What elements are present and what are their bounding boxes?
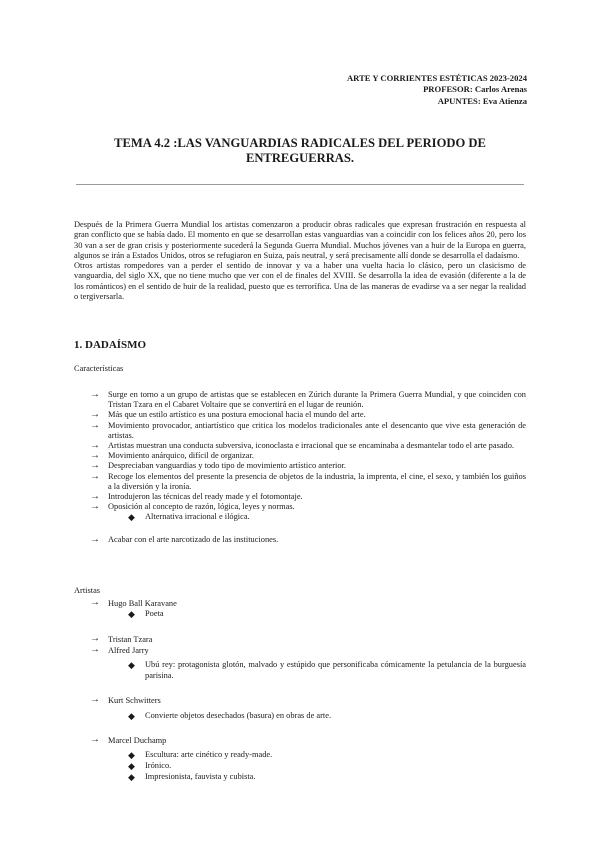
course-line: ARTE Y CORRIENTES ESTÉTICAS 2023-2024 [346, 73, 527, 83]
list-item-text: Recoge los elementos del presente la presencia de objetos de la industria, la imprenta, el cine, el sexo, y también los guiños a la diversión y la ironía. [108, 471, 526, 491]
artist-detail [0, 750, 600, 761]
list-item [0, 472, 600, 492]
list-item-text: Movimiento provocador, antiartístico que critica los modelos tradicionales ante el desencanto que vive esta generación de artistas. [108, 420, 526, 440]
list-item [0, 421, 600, 441]
artist-detail-text: Poeta [145, 609, 164, 619]
arrow-icon: → [90, 460, 100, 472]
diamond-bullet-icon: ◆ [128, 710, 135, 721]
header-block [347, 73, 527, 107]
arrow-icon: → [90, 534, 100, 546]
professor-name: : Carlos Arenas [469, 84, 527, 95]
list-item-text: Más que un estilo artístico es una postura emocional hacia el mundo del arte. [108, 410, 366, 420]
artist-detail [0, 761, 600, 772]
artist-name: Tristan Tzara [108, 634, 153, 644]
list-item [0, 502, 600, 512]
arrow-icon: → [90, 440, 100, 452]
characteristics-list [0, 390, 600, 545]
list-item-text: Surge en torno a un grupo de artistas que se establecen en Zúrich durante la Primera Guerra Mundial, y que coinciden con Tristan Tzara en el Cabaret Voltaire que se convertirá en el lugar de reunión. [108, 390, 526, 410]
diamond-bullet-icon: ◆ [128, 609, 135, 620]
list-item-text: Introdujeron las técnicas del ready made y el fotomontaje. [108, 492, 303, 502]
diamond-bullet-icon: ◆ [128, 750, 135, 761]
page-title: TEMA 4.2 :LAS VANGUARDIAS RADICALES DEL PERIODO DE ENTREGUERRAS. [114, 136, 486, 165]
list-item-text: Acabar con el arte narcotizado de las instituciones. [108, 535, 279, 545]
notes-author: : Eva Atienza [477, 95, 527, 106]
artists-label: Artistas [74, 586, 101, 595]
professor-line [347, 84, 527, 95]
intro-paragraph-1: Después de la Primera Guerra Mundial los artistas comenzaron a producir obras radicales que expresan frustración en respuesta al gran conflicto que se había dado. El momento en que se desarrollan estas vanguardias van a coincidir con los felices años 20, pero los 30 van a ser de gran crisis y posteriormente sucederá la Segunda Guerra Mundial. Muchos jóvenes van a huir de la Europa en guerra, algunos se irán a Estados Unidos, otros se refugiaron en Suiza, país neutral, y será precisamente allí donde se desarrolla el dadaísmo. [74, 220, 526, 260]
diamond-bullet-icon: ◆ [128, 660, 135, 671]
list-item-text: Despreciaban vanguardias y todo tipo de movimiento artístico anterior. [108, 461, 346, 471]
artist-item [0, 695, 600, 706]
artist-name: Marcel Duchamp [108, 736, 167, 746]
artist-detail [0, 711, 600, 722]
arrow-icon: → [90, 734, 100, 746]
arrow-icon: → [90, 470, 100, 482]
artist-detail [0, 772, 600, 783]
artist-name: Alfred Jarry [108, 646, 149, 655]
arrow-icon: → [90, 597, 100, 608]
arrow-icon: → [90, 389, 100, 400]
arrow-icon: → [90, 419, 100, 431]
characteristics-label: Características [74, 364, 124, 373]
artists-list [0, 598, 600, 782]
sub-list-item [0, 512, 600, 523]
notes-label: APUNTES [437, 95, 478, 106]
intro-paragraph-2: Otros artistas rompedores van a perder el sentido de innovar y va a haber una vuelta hacia lo clásico, pero un clasicismo de vanguardia, del siglo XX, que no tiene mucho que ver con el de finales del XVIII. Se desarrolla la idea de evasión (diferente a la de los románticos) en el sentido de huir de la realidad, puesto que es terrorífica. Una de las maneras de evadirse va a ser negar la realidad o tergiversarla. [74, 261, 526, 302]
list-item [0, 535, 600, 545]
list-item-text: Movimiento anárquico, difícil de organizar. [108, 451, 254, 461]
arrow-icon: → [90, 491, 100, 503]
artist-detail-text: Escultura: arte cinético y ready-made. [145, 750, 273, 760]
artist-detail-text: Convierte objetos desechados (basura) en obras de arte. [145, 710, 332, 720]
artist-detail-text: Impresionista, fauvista y cubista. [145, 771, 256, 781]
intro-text [74, 220, 526, 302]
list-item-text: Oposición al concepto de razón, lógica, leyes y normas. [108, 502, 295, 512]
list-item-text: Artistas muestran una conducta subversiva, iconoclasta e irracional que se encaminaba a desmantelar todo el arte pasado. [108, 441, 515, 451]
list-item [0, 390, 600, 410]
sub-item-text: Alternativa irracional e ilógica. [145, 512, 250, 522]
artist-detail [0, 660, 600, 681]
arrow-icon: → [90, 409, 100, 421]
artist-item [0, 598, 600, 609]
artist-detail [0, 609, 600, 620]
title-divider [76, 184, 524, 185]
artist-item [0, 645, 600, 656]
artist-item [0, 735, 600, 746]
section-title: 1. DADAÍSMO [74, 339, 147, 351]
diamond-bullet-icon: ◆ [128, 512, 135, 523]
artist-name: Kurt Schwitters [108, 696, 161, 706]
professor-label: PROFESOR [423, 84, 470, 95]
artist-name: Hugo Ball Karavane [108, 599, 177, 608]
notes-line [347, 96, 527, 107]
arrow-icon: → [90, 694, 100, 706]
diamond-bullet-icon: ◆ [128, 771, 135, 782]
arrow-icon: → [90, 632, 100, 644]
artist-detail-text: Irónico. [145, 760, 172, 770]
arrow-icon: → [90, 644, 100, 655]
arrow-icon: → [90, 501, 100, 513]
artist-detail-text: Ubú rey: protagonista glotón, malvado y estúpido que personificaba cómicamente la petulancia de la burguesía parisina. [145, 660, 526, 680]
diamond-bullet-icon: ◆ [128, 760, 135, 771]
arrow-icon: → [90, 450, 100, 462]
